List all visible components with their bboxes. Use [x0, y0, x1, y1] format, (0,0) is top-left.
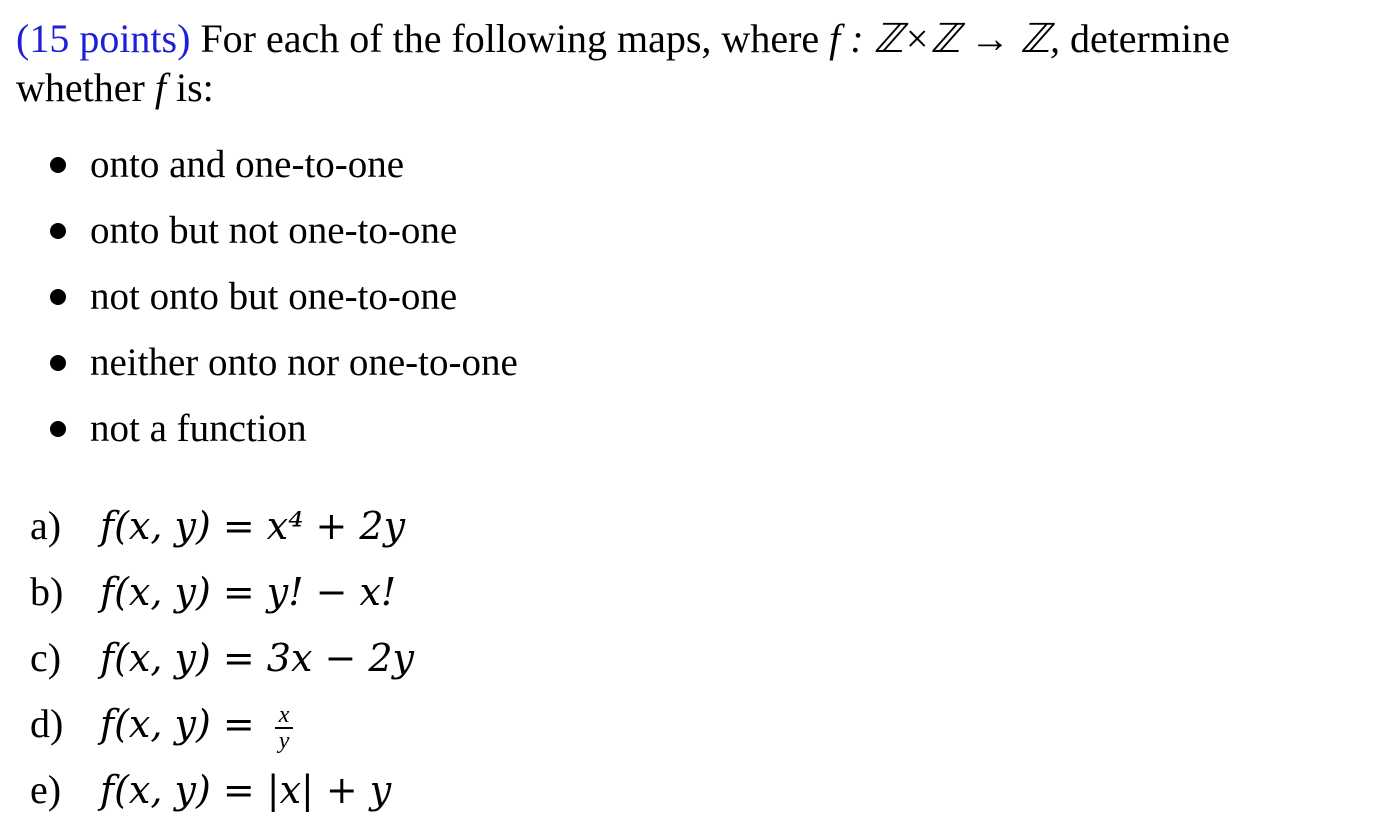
part-d	[30, 698, 414, 764]
formula-e: f(x, y) = |x| + y	[100, 768, 392, 812]
fraction-numerator: x	[275, 703, 294, 729]
part-e	[30, 764, 414, 830]
option-item	[50, 338, 518, 404]
formula-c: f(x, y) = 3x − 2y	[100, 636, 415, 680]
option-text: neither onto nor one-to-one	[90, 341, 518, 384]
part-label: a)	[30, 503, 62, 548]
prompt-line2-end: is:	[175, 65, 214, 110]
part-label: c)	[30, 635, 62, 680]
bullet-icon	[50, 421, 66, 437]
prompt-line2-start: whether	[16, 65, 145, 110]
problem-statement	[16, 14, 1386, 112]
option-item	[50, 404, 518, 470]
fraction	[275, 703, 294, 753]
prompt-line2-function: f	[154, 65, 166, 110]
option-text: onto and one-to-one	[90, 143, 405, 186]
formula-b: f(x, y) = y! − x!	[100, 570, 397, 614]
formula-d: f(x, y) =	[100, 702, 255, 746]
option-item	[50, 206, 518, 272]
option-item	[50, 140, 518, 206]
bullet-icon	[50, 355, 66, 371]
option-item	[50, 272, 518, 338]
function-signature: f : ℤ×ℤ → ℤ,	[829, 16, 1060, 61]
part-b	[30, 566, 414, 632]
prompt-text-end: determine	[1069, 16, 1230, 61]
fraction-denominator: y	[278, 727, 290, 754]
part-c	[30, 632, 414, 698]
option-text: onto but not one-to-one	[90, 209, 458, 252]
answer-options-list	[50, 140, 518, 470]
bullet-icon	[50, 223, 66, 239]
part-label: b)	[30, 569, 64, 614]
formula-a: f(x, y) = x⁴ + 2y	[100, 504, 406, 548]
option-text: not onto but one-to-one	[90, 275, 458, 318]
question-intro	[16, 14, 1386, 112]
part-label: e)	[30, 767, 62, 812]
map-parts-list	[30, 500, 414, 830]
points-label: (15 points)	[16, 16, 191, 61]
prompt-text-start: For each of the following maps, where	[200, 16, 820, 61]
option-text: not a function	[90, 407, 307, 450]
bullet-icon	[50, 157, 66, 173]
part-a	[30, 500, 414, 566]
bullet-icon	[50, 289, 66, 305]
part-label: d)	[30, 701, 64, 746]
